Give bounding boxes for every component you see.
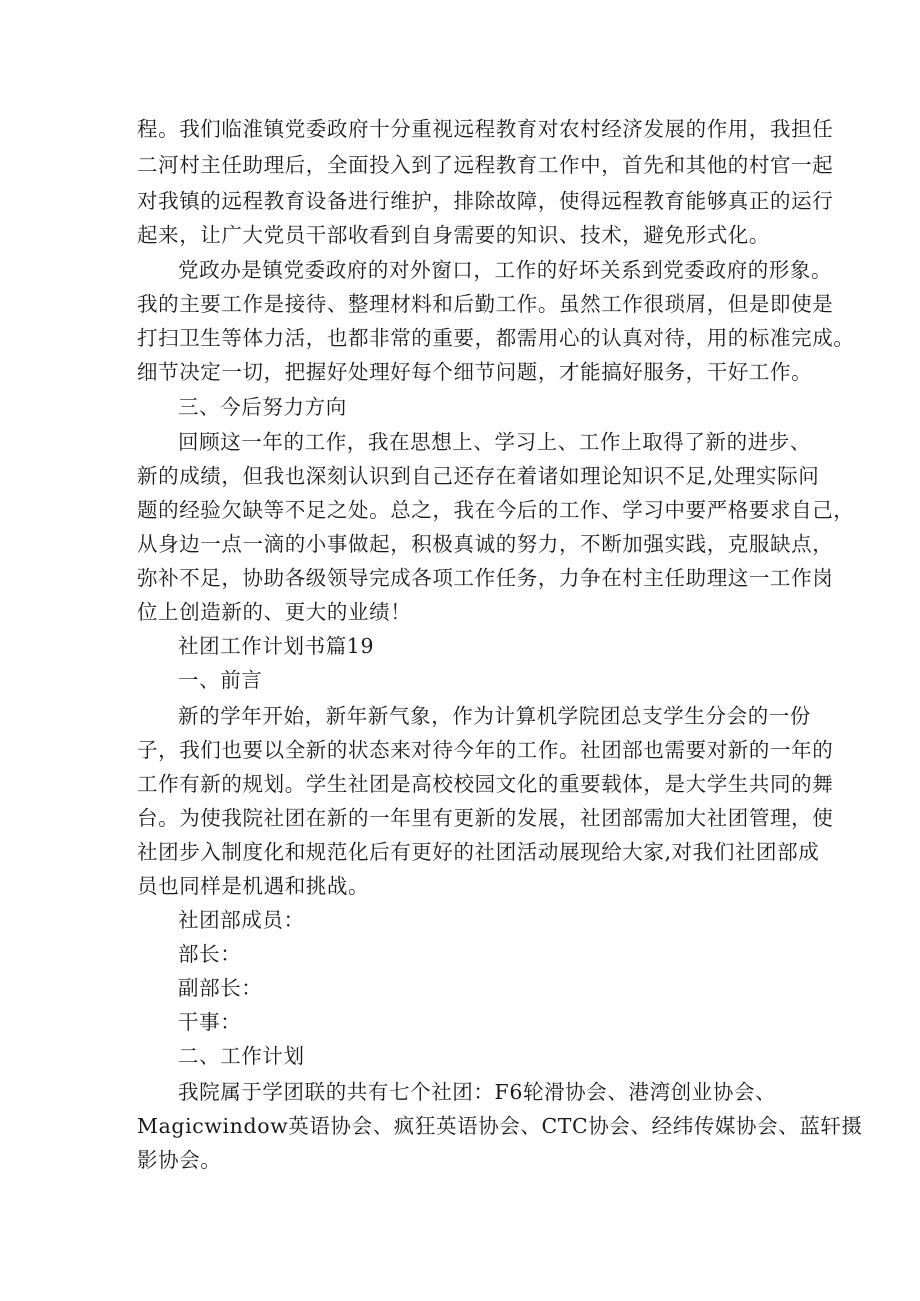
paragraph-line: 起来，让广大党员干部收看到自身需要的知识、技术，避免形式化。: [137, 223, 770, 247]
paragraph-line: 程。我们临淮镇党委政府十分重视远程教育对农村经济发展的作用，我担任: [137, 117, 834, 141]
paragraph-line: 回顾这一年的工作，我在思想上、学习上、工作上取得了新的进步、: [178, 430, 811, 454]
paragraph-line: 社团步入制度化和规范化后有更好的社团活动展现给大家,对我们社团部成: [137, 840, 820, 864]
paragraph-line: 员也同样是机遇和挑战。: [137, 874, 370, 898]
officer-label: 干事：: [178, 1010, 242, 1034]
paragraph-line: 台。为使我院社团在新的一年里有更新的发展，社团部需加大社团管理，使: [137, 806, 834, 830]
paragraph-line: 我院属于学团联的共有七个社团：F6轮滑协会、港湾创业协会、: [178, 1080, 777, 1104]
paragraph-line: Magicwindow英语协会、疯狂英语协会、CTC协会、经纬传媒协会、蓝轩摄: [137, 1114, 863, 1138]
document-title: 社团工作计划书篇19: [178, 634, 375, 658]
paragraph-line: 细节决定一切，把握好处理好每个细节问题，才能搞好服务，干好工作。: [137, 360, 813, 384]
paragraph-line: 题的经验欠缺等不足之处。总之，我在今后的工作、学习中要严格要求自己，: [137, 498, 855, 522]
paragraph-line: 二河村主任助理后，全面投入到了远程教育工作中，首先和其他的村官一起: [137, 153, 834, 177]
section-heading: 二、工作计划: [178, 1044, 305, 1068]
paragraph-line: 打扫卫生等体力活，也都非常的重要，都需用心的认真对待，用的标准完成。: [137, 326, 855, 350]
members-label: 社团部成员：: [178, 908, 305, 932]
vice-minister-label: 副部长：: [178, 976, 263, 1000]
minister-label: 部长：: [178, 942, 242, 966]
paragraph-line: 对我镇的远程教育设备进行维护，排除故障，使得远程教育能够真正的运行: [137, 189, 834, 213]
paragraph-line: 子，我们也要以全新的状态来对待今年的工作。社团部也需要对新的一年的: [137, 738, 834, 762]
paragraph-line: 位上创造新的、更大的业绩！: [137, 600, 412, 624]
section-heading: 三、今后努力方向: [178, 395, 347, 419]
paragraph-line: 从身边一点一滴的小事做起，积极真诚的努力，不断加强实践，克服缺点，: [137, 532, 834, 556]
section-heading: 一、前言: [178, 668, 263, 692]
paragraph-line: 影协会。: [137, 1148, 222, 1172]
paragraph-line: 新的成绩，但我也深刻认识到自己还存在着诸如理论知识不足,处理实际问: [137, 464, 820, 488]
paragraph-line: 党政办是镇党委政府的对外窗口，工作的好坏关系到党委政府的形象。: [178, 258, 833, 282]
paragraph-line: 弥补不足，协助各级领导完成各项工作任务，力争在村主任助理这一工作岗: [137, 566, 834, 590]
paragraph-line: 工作有新的规划。学生社团是高校校园文化的重要载体，是大学生共同的舞: [137, 772, 834, 796]
paragraph-line: 新的学年开始，新年新气象，作为计算机学院团总支学生分会的一份: [178, 704, 811, 728]
paragraph-line: 我的主要工作是接待、整理材料和后勤工作。虽然工作很琐屑，但是即使是: [137, 292, 834, 316]
